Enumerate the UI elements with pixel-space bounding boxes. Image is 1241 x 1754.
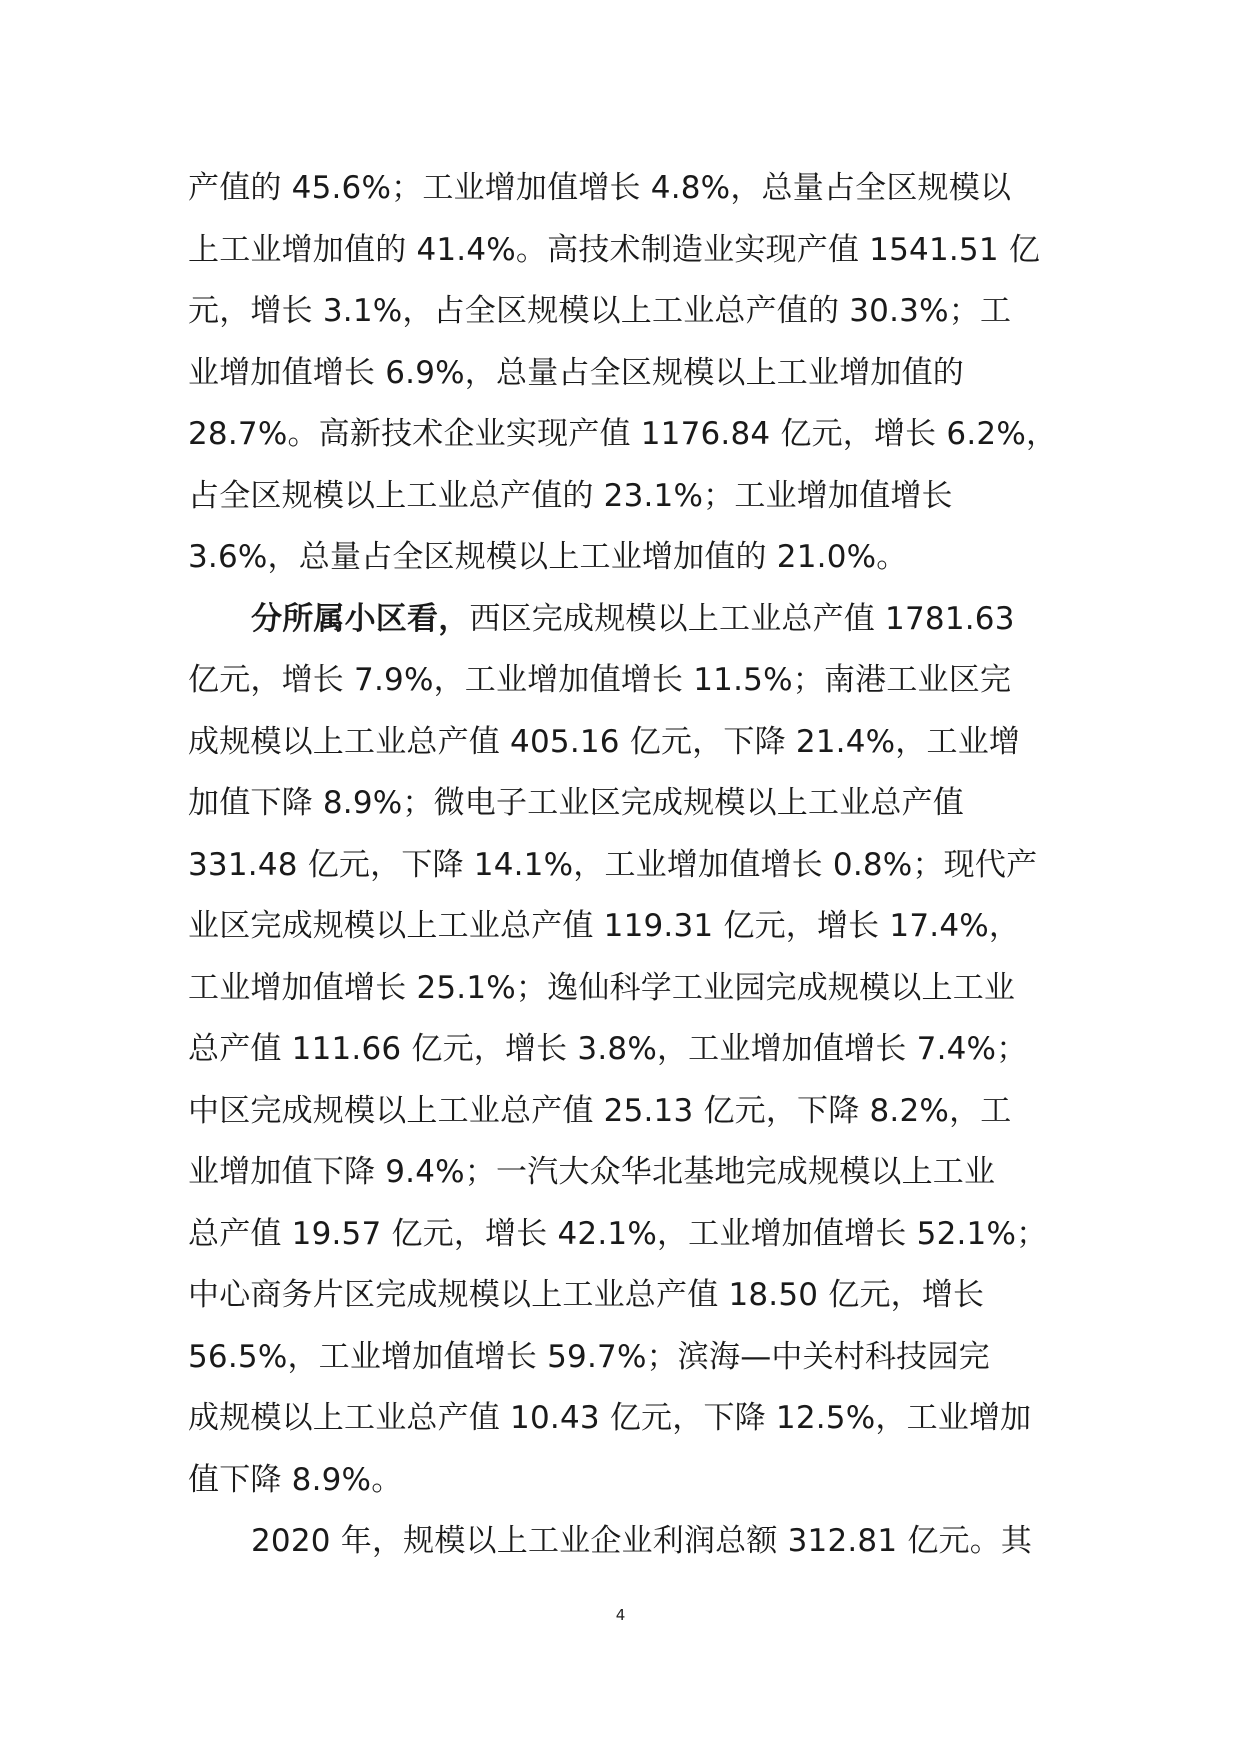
text-line: 总产值 111.66 亿元，增长 3.8%，工业增加值增长 7.4%； xyxy=(188,1031,1028,1067)
text-line-rest: 西区完成规模以上工业总产值 1781.63 xyxy=(469,600,1015,637)
text-line: 亿元，增长 7.9%，工业增加值增长 11.5%；南港工业区完 xyxy=(188,662,1012,698)
text-line: 2020 年，规模以上工业企业利润总额 312.81 亿元。其 xyxy=(251,1523,1033,1559)
text-line: 占全区规模以上工业总产值的 23.1%；工业增加值增长 xyxy=(188,477,953,514)
paragraph-2 xyxy=(188,589,1068,1512)
text-line: 上工业增加值的 41.4%。高技术制造业实现产值 1541.51 亿 xyxy=(188,231,1041,268)
text-line: 28.7%。高新技术企业实现产值 1176.84 亿元，增长 6.2%， xyxy=(188,416,1058,452)
text-line: 331.48 亿元，下降 14.1%，工业增加值增长 0.8%；现代产 xyxy=(188,846,1038,883)
paragraph-lead-heading: 分所属小区看， xyxy=(251,600,470,637)
text-line-first xyxy=(188,589,1068,651)
text-line: 产值的 45.6%；工业增加值增长 4.8%，总量占全区规模以 xyxy=(188,170,1012,206)
body-text xyxy=(188,158,1068,1573)
text-line: 元，增长 3.1%，占全区规模以上工业总产值的 30.3%；工 xyxy=(188,293,1012,329)
paragraph-1 xyxy=(188,158,1068,589)
text-line: 总产值 19.57 亿元，增长 42.1%，工业增加值增长 52.1%； xyxy=(188,1215,1048,1252)
text-line: 业增加值增长 6.9%，总量占全区规模以上工业增加值的 xyxy=(188,354,965,391)
text-line: 56.5%，工业增加值增长 59.7%；滨海—中关村科技园完 xyxy=(188,1338,990,1375)
text-line: 业增加值下降 9.4%；一汽大众华北基地完成规模以上工业 xyxy=(188,1154,996,1190)
text-line: 中区完成规模以上工业总产值 25.13 亿元，下降 8.2%，工 xyxy=(188,1092,1012,1129)
text-line: 3.6%，总量占全区规模以上工业增加值的 21.0%。 xyxy=(188,539,908,575)
paragraph-3 xyxy=(188,1511,1068,1573)
text-line: 工业增加值增长 25.1%；逸仙科学工业园完成规模以上工业 xyxy=(188,969,1016,1006)
text-line: 加值下降 8.9%；微电子工业区完成规模以上工业总产值 xyxy=(188,785,965,821)
text-line: 成规模以上工业总产值 405.16 亿元，下降 21.4%，工业增 xyxy=(188,723,1021,760)
text-line: 中心商务片区完成规模以上工业总产值 18.50 亿元，增长 xyxy=(188,1277,985,1313)
text-line: 值下降 8.9%。 xyxy=(188,1461,403,1498)
page-number: 4 xyxy=(615,1606,626,1624)
text-line: 业区完成规模以上工业总产值 119.31 亿元，增长 17.4%， xyxy=(188,908,1021,944)
text-line: 成规模以上工业总产值 10.43 亿元，下降 12.5%，工业增加 xyxy=(188,1400,1032,1436)
